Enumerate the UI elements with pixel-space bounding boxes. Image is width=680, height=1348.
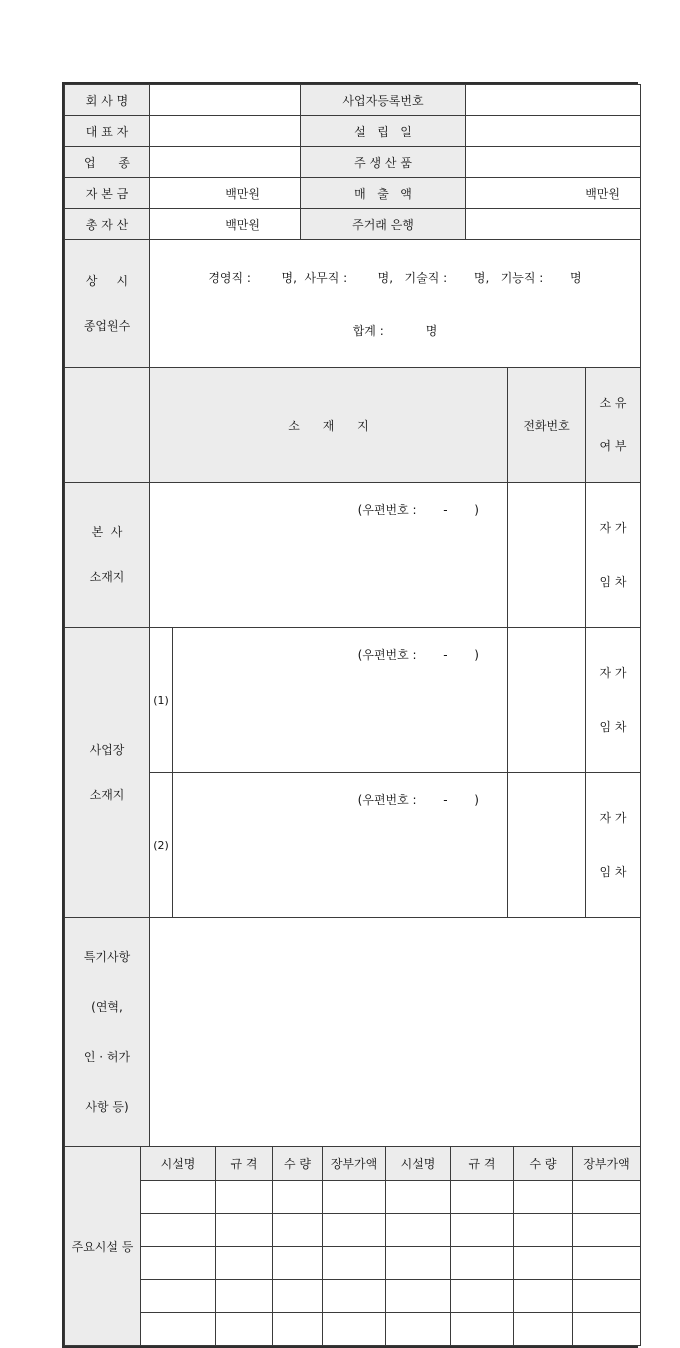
facility-cell[interactable] [323,1313,386,1346]
facility-cell[interactable] [386,1247,451,1280]
label-head-office [65,483,150,628]
facility-cell[interactable] [273,1313,323,1346]
field-main-product[interactable] [466,147,641,178]
facility-cell[interactable] [141,1214,216,1247]
facility-cell[interactable] [514,1313,573,1346]
facility-cell[interactable] [573,1214,641,1247]
facility-cell[interactable] [323,1214,386,1247]
header-spec-2: 규 격 [451,1147,514,1181]
header-ownership-line2: 여 부 [599,439,627,453]
facility-cell[interactable] [273,1214,323,1247]
field-head-office-phone[interactable] [508,483,586,628]
location-table [64,367,641,918]
field-head-office-address[interactable] [150,483,508,628]
ownership-choice-head-office[interactable] [586,483,641,628]
field-establishment-date[interactable] [466,116,641,147]
company-info-form [62,82,638,1348]
header-quantity-2: 수 량 [514,1147,573,1181]
label-main-product: 주 생 산 품 [301,147,466,178]
ownership-choice-site1[interactable] [586,628,641,773]
label-major-facilities: 주요시설 등 [65,1147,141,1346]
facility-cell[interactable] [216,1313,273,1346]
own-self-label: 자 가 [599,521,627,535]
ownership-choice-site2[interactable] [586,773,641,918]
facility-cell[interactable] [451,1280,514,1313]
notes-table [64,917,641,1147]
label-head-office-line2: 소재지 [89,570,125,584]
employee-detail-line: 경영직 : 명, 사무직 : 명, 기술직 : 명, 기능직 : 명 [208,271,582,285]
own-lease-label: 임 차 [599,865,627,879]
facility-cell[interactable] [323,1247,386,1280]
facility-cell[interactable] [273,1280,323,1313]
label-head-office-line1: 본 사 [91,525,123,539]
location-corner-cell [65,368,150,483]
facility-cell[interactable] [451,1247,514,1280]
field-business-type[interactable] [150,147,301,178]
field-site2-phone[interactable] [508,773,586,918]
facility-cell[interactable] [141,1313,216,1346]
label-regular-employees [65,240,150,368]
facility-cell[interactable] [216,1181,273,1214]
label-business-site-line2: 소재지 [89,787,125,802]
facility-cell[interactable] [323,1280,386,1313]
own-self-label: 자 가 [599,811,627,825]
facility-cell[interactable] [573,1280,641,1313]
label-establishment-date: 설 립 일 [301,116,466,147]
label-special-notes [65,918,150,1147]
facility-cell[interactable] [273,1247,323,1280]
facilities-table [64,1146,641,1346]
facility-cell[interactable] [386,1280,451,1313]
label-main-bank: 주거래 은행 [301,209,466,240]
postal-code-label: (우편번호 : - ) [357,503,479,517]
field-capital[interactable]: 백만원 [150,178,301,209]
field-employee-counts[interactable] [150,240,641,368]
site-number-1: (1) [150,628,173,773]
facility-cell[interactable] [451,1313,514,1346]
own-lease-label: 임 차 [599,575,627,589]
label-company-name: 회 사 명 [65,85,150,116]
facility-cell[interactable] [514,1247,573,1280]
header-facility-name-1: 시설명 [141,1147,216,1181]
field-total-assets[interactable]: 백만원 [150,209,301,240]
basic-info-table [64,84,641,240]
header-ownership-line1: 소 유 [599,396,627,410]
field-business-reg-no[interactable] [466,85,641,116]
facility-cell[interactable] [386,1313,451,1346]
label-total-assets: 총 자 산 [65,209,150,240]
field-site1-phone[interactable] [508,628,586,773]
facility-cell[interactable] [451,1214,514,1247]
label-business-reg-no: 사업자등록번호 [301,85,466,116]
label-special-notes-line4: 사항 등) [85,1100,129,1114]
facility-cell[interactable] [273,1181,323,1214]
employee-total-line: 합계 : 명 [352,324,438,338]
facility-cell[interactable] [386,1181,451,1214]
header-address: 소 재 지 [150,368,508,483]
site-number-2: (2) [150,773,173,918]
label-special-notes-line2: (연혁, [91,1000,123,1014]
postal-code-label: (우편번호 : - ) [357,793,479,807]
field-site1-address[interactable] [173,628,508,773]
label-sales: 매 출 액 [301,178,466,209]
own-lease-label: 임 차 [599,720,627,734]
facility-cell[interactable] [386,1214,451,1247]
label-business-type: 업 종 [65,147,150,178]
facility-cell[interactable] [514,1280,573,1313]
field-site2-address[interactable] [173,773,508,918]
label-regular-employees-line1: 상 시 [85,273,129,288]
facility-cell[interactable] [514,1214,573,1247]
label-special-notes-line1: 특기사항 [83,950,131,964]
header-ownership [586,368,641,483]
facility-cell[interactable] [573,1181,641,1214]
facility-cell[interactable] [216,1280,273,1313]
facility-cell[interactable] [141,1280,216,1313]
facility-cell[interactable] [216,1247,273,1280]
facility-cell[interactable] [573,1313,641,1346]
field-main-bank[interactable] [466,209,641,240]
facility-cell[interactable] [514,1181,573,1214]
facility-cell[interactable] [573,1247,641,1280]
header-quantity-1: 수 량 [273,1147,323,1181]
field-special-notes[interactable] [150,918,641,1147]
employees-table [64,239,641,368]
header-phone: 전화번호 [508,368,586,483]
label-regular-employees-line2: 종업원수 [83,318,131,333]
facility-cell[interactable] [216,1214,273,1247]
facility-cell[interactable] [451,1181,514,1214]
label-special-notes-line3: 인 · 허가 [83,1050,131,1064]
header-book-value-1: 장부가액 [323,1147,386,1181]
label-representative: 대 표 자 [65,116,150,147]
own-self-label: 자 가 [599,666,627,680]
facility-cell[interactable] [141,1181,216,1214]
facility-cell[interactable] [323,1181,386,1214]
postal-code-label: (우편번호 : - ) [357,648,479,662]
field-company-name[interactable] [150,85,301,116]
field-representative[interactable] [150,116,301,147]
field-sales[interactable]: 백만원 [466,178,641,209]
label-capital: 자 본 금 [65,178,150,209]
header-book-value-2: 장부가액 [573,1147,641,1181]
header-facility-name-2: 시설명 [386,1147,451,1181]
header-spec-1: 규 격 [216,1147,273,1181]
label-business-site-line1: 사업장 [89,742,125,757]
facility-cell[interactable] [141,1247,216,1280]
label-business-site [65,628,150,918]
